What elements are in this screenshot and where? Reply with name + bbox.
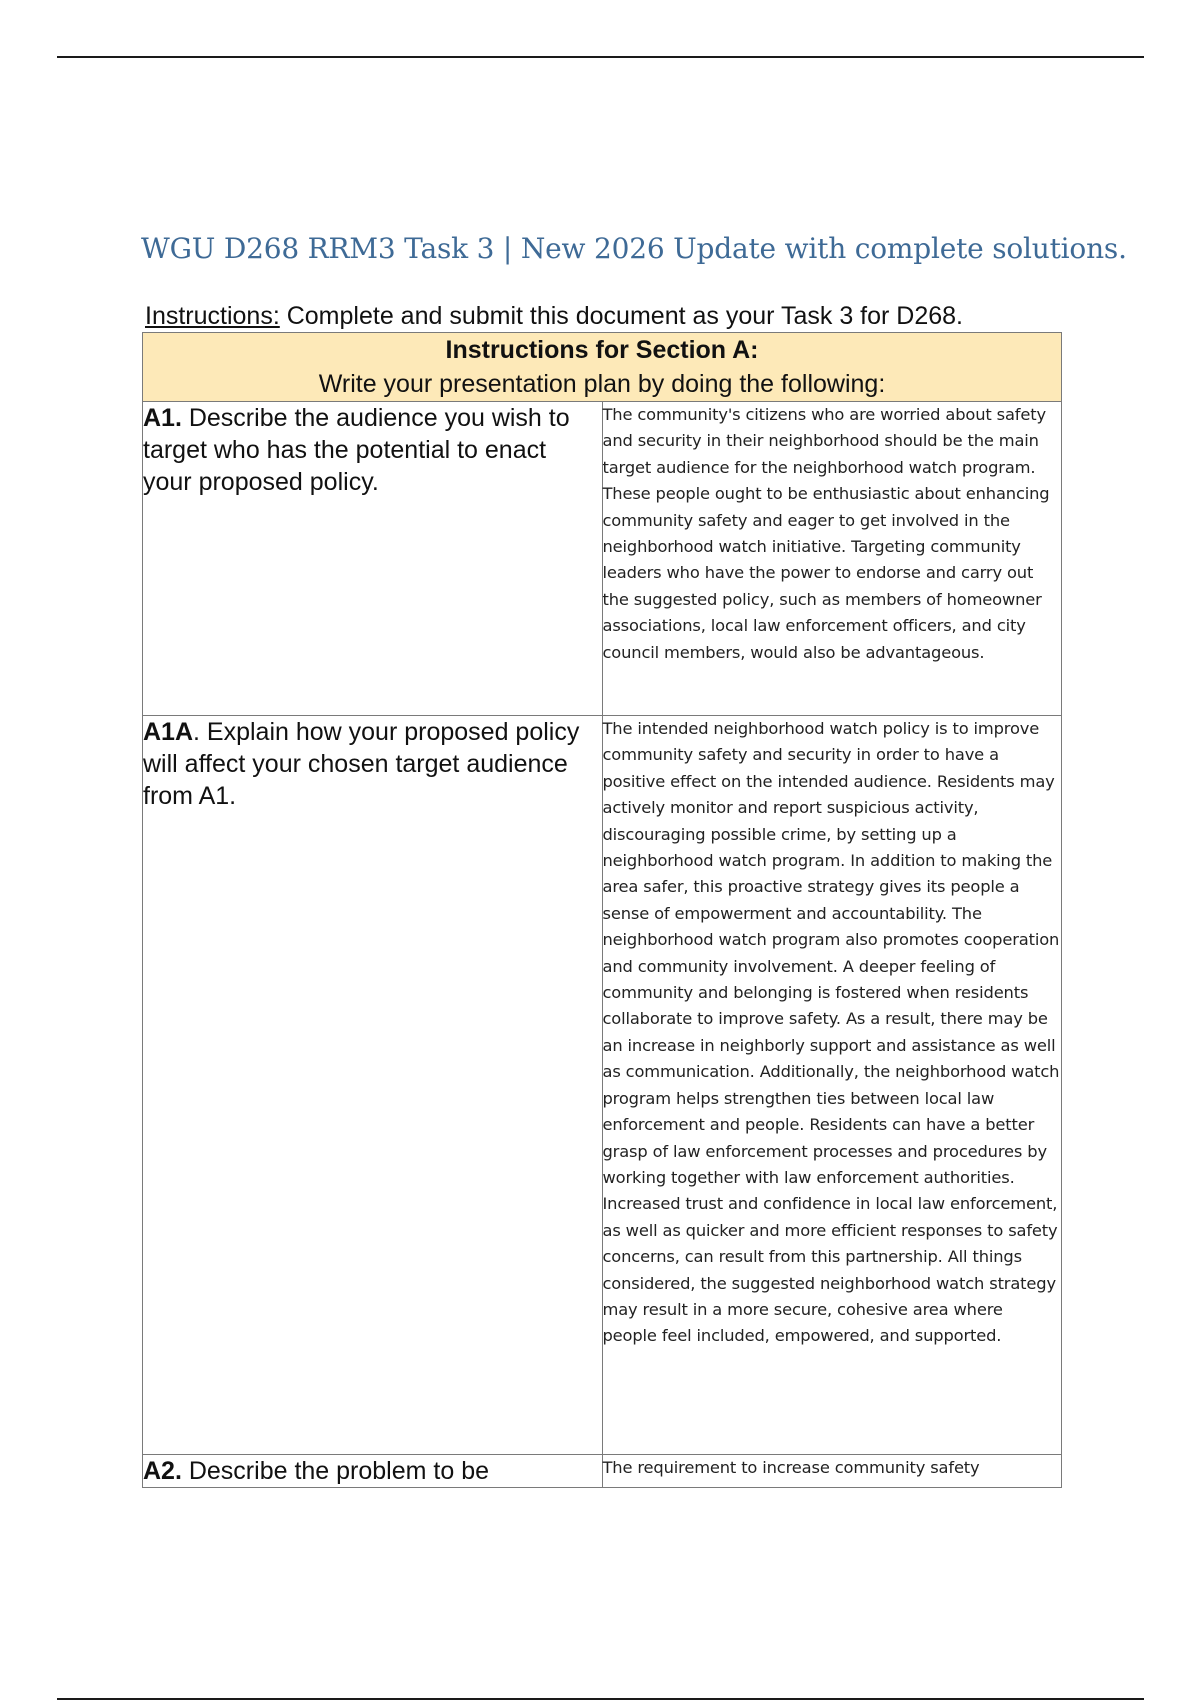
prompt-a1a [143,716,602,812]
prompt-cell-a2 [143,1455,603,1488]
answer-a1: The community's citizens who are worried about safety and security in their neighborhood should be the main target audience for the neighborhood watch program. These people ought to be enthusiastic about enhancing community safety and eager to get involved in the neighborhood watch initiative. Targeting community leaders who have the power to endorse and carry out the suggested policy, such as members of homeowner associations, local law enforcement officers, and city council members, would also be advantageous. [602,405,1050,662]
prompt-text-a2: Describe the problem to be [181,1457,490,1485]
table-row-a1 [143,402,1062,716]
prompt-cell-a1a [143,716,603,1455]
prompt-code-a1a: A1A [143,718,194,746]
prompt-code-a2: A2. [143,1457,182,1485]
answer-cell-a2 [602,1455,1062,1488]
answer-a2: The requirement to increase community safety [602,1458,980,1477]
section-header-subtitle: Write your presentation plan by doing the following: [318,370,886,398]
task-table [142,332,1062,1488]
section-header-title: Instructions for Section A: [445,336,759,364]
table-row-a1a [143,716,1062,1455]
instructions-label: Instructions: [145,302,280,330]
table-row-a2 [143,1455,1062,1488]
instructions-line [145,302,963,331]
prompt-code-a1: A1. [143,404,182,432]
answer-a1a: The intended neighborhood watch policy is to improve community safety and security in order to have a positive effect on the intended audience. Residents may actively monitor and report suspicious activity, discouraging possible crime, by setting up a neighborhood watch program. In addition to making the area safer, this proactive strategy gives its people a sense of empowerment and accountability. The neighborhood watch program also promotes cooperation and community involvement. A deeper feeling of community and belonging is fostered when residents collaborate to improve safety. As a result, there may be an increase in neighborly support and assistance as well as communication. Additionally, the neighborhood watch program helps strengthen ties between local law enforcement and people. Residents can have a better grasp of law enforcement processes and procedures by working together with law enforcement authorities. Increased trust and confidence in local law enforcement, as well as quicker and more efficient responses to safety concerns, can result from this partnership. All things considered, the suggested neighborhood watch strategy may result in a more secure, cohesive area where people feel included, empowered, and supported. [602,719,1060,1346]
answer-cell-a1a [602,716,1062,1455]
prompt-text-a1: Describe the audience you wish to target who has the potential to enact your proposed policy. [143,404,570,496]
answer-cell-a1 [602,402,1062,716]
top-rule [57,56,1144,58]
section-header-row [143,333,1062,402]
prompt-a1 [143,402,602,498]
document-title: WGU D268 RRM3 Task 3 | New 2026 Update with complete solutions. [141,232,1127,265]
prompt-text-a1a: . Explain how your proposed policy will affect your chosen target audience from A1. [143,718,580,810]
instructions-text: Complete and submit this document as your Task 3 for D268. [279,302,963,330]
prompt-a2 [143,1455,602,1487]
prompt-cell-a1 [143,402,603,716]
section-header-cell [143,333,1062,402]
